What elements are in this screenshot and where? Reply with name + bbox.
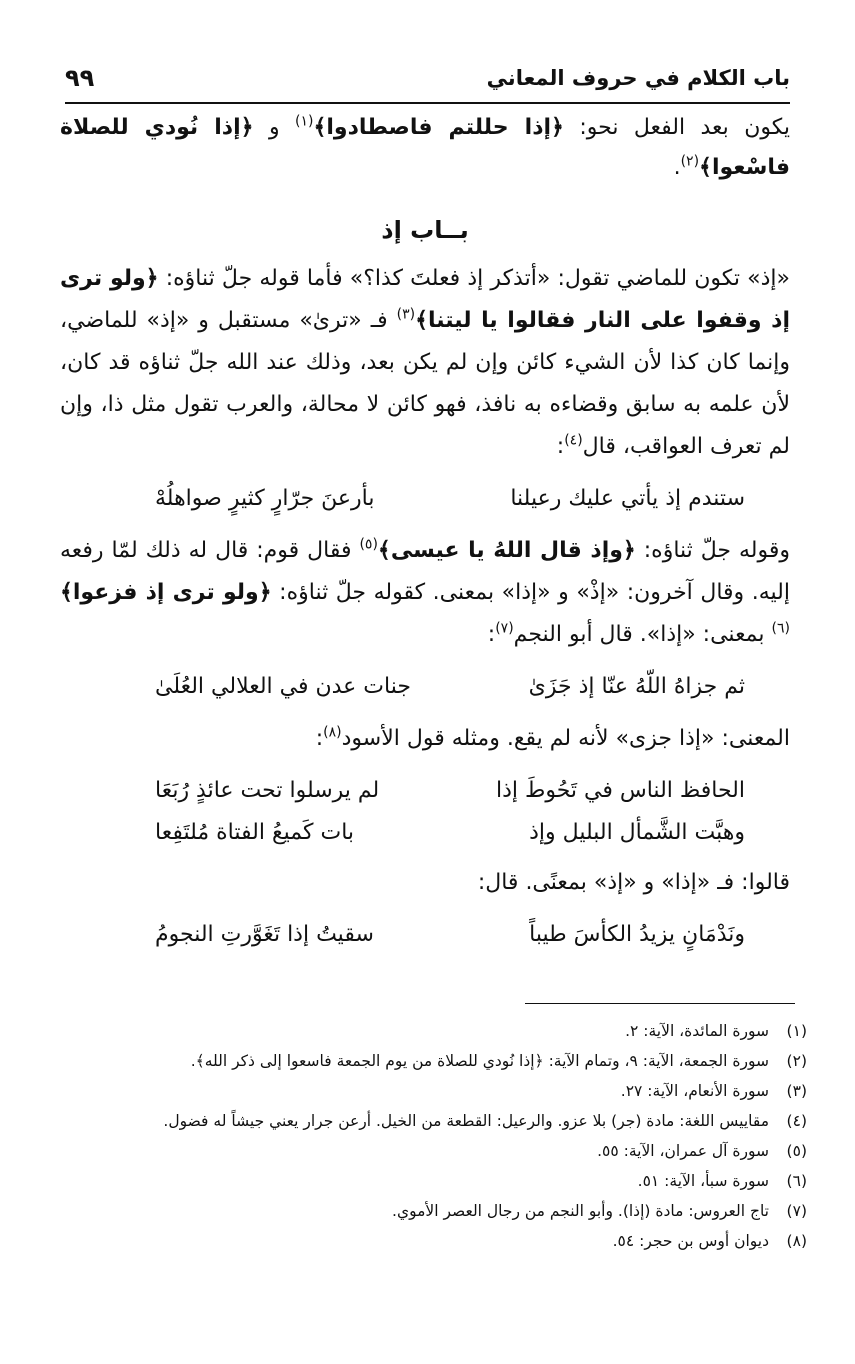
- quran-quote: ﴿إذا حللتم فاصطادوا﴾: [313, 115, 564, 140]
- footnotes: [40, 1016, 807, 1256]
- section-title: بــاب إذ: [381, 216, 469, 244]
- footnote-ref-5: (٥): [359, 536, 378, 553]
- intro-text-3: .: [673, 155, 681, 180]
- main-text: [60, 108, 790, 966]
- footnote-item: [40, 1136, 807, 1166]
- verse-hemistich-right: ستندم إذ يأتي عليك رعيلنا: [510, 486, 745, 511]
- page-header: [65, 62, 790, 104]
- footnote-text: سورة الجمعة، الآية: ٩، وتمام الآية: ﴿إذا نُودي للصلاة من يوم الجمعة فاسعوا إلى ذكر الله﴾.: [190, 1052, 769, 1070]
- footnote-number: (٥): [786, 1142, 807, 1160]
- running-title: باب الكلام في حروف المعاني: [486, 66, 790, 90]
- footnote-ref-2: (٢): [680, 153, 700, 170]
- footnote-item: [40, 1196, 807, 1226]
- verse-line-4: [60, 812, 790, 854]
- paragraph-4: [60, 862, 790, 904]
- footnote-item: [40, 1226, 807, 1256]
- verse-hemistich-right: ثم جزاهُ اللّهُ عنّا إذ جَزَىٰ: [528, 674, 745, 699]
- footnote-text: ديوان أوس بن حجر: ٥٤.: [612, 1232, 769, 1250]
- quran-quote: ﴿وإذ قال اللهُ يا عيسى﴾: [377, 538, 636, 563]
- paragraph-2: [60, 530, 790, 656]
- quran-quote: ﴿ولو ترى إذ وقفوا على النار فقالوا يا ليتنا﴾: [60, 266, 791, 333]
- footnote-item: [40, 1076, 807, 1106]
- page-number: ٩٩: [65, 64, 95, 92]
- verse-hemistich-right: ونَدْمَانٍ يزيدُ الكأسَ طيباً: [529, 922, 745, 947]
- footnote-number: (٦): [786, 1172, 807, 1190]
- verse-line-5: [60, 914, 790, 956]
- verse-line-2: [60, 666, 790, 708]
- footnote-text: مقاييس اللغة: مادة (جر) بلا عزو. والرعيل: القطعة من الخيل. أرعن جرار يعني جيشاً له فضول.: [163, 1112, 769, 1130]
- footnote-item: [40, 1046, 807, 1076]
- verse-line-1: [60, 478, 790, 520]
- footnote-item: [40, 1016, 807, 1046]
- verse-hemistich-right: وهبَّت الشَّمأل البليل وإذ: [529, 820, 745, 845]
- quran-quote: ﴿إذا نُودي للصلاة فاسْعوا﴾: [60, 115, 790, 180]
- footnote-number: (٣): [786, 1082, 807, 1100]
- footnote-ref-7: (٧): [495, 620, 514, 637]
- p2-text-2: فقال قوم: قال له ذلك لمّا رفعه إليه. وقال آخرون: «إذْ» و «إذا» بمعنى. كقوله جلّ ثناؤه:: [60, 538, 790, 605]
- footnote-text: سورة آل عمران، الآية: ٥٥.: [597, 1142, 769, 1160]
- verse-hemistich-left: جنات عدن في العلالي العُلَىٰ: [155, 674, 411, 699]
- footnote-text: سورة الأنعام، الآية: ٢٧.: [620, 1082, 769, 1100]
- footnote-item: [40, 1106, 807, 1136]
- intro-paragraph: [60, 108, 790, 188]
- verse-line-3: [60, 770, 790, 812]
- p1-text-1: «إذ» تكون للماضي تقول: «أتذكر إذ فعلتَ كذا؟» فأما قوله جلّ ثناؤه:: [158, 266, 791, 291]
- p4-text-1: قالوا: فـ «إذا» و «إذ» بمعنًى. قال:: [477, 870, 790, 895]
- footnote-number: (١): [786, 1022, 807, 1040]
- p2-text-4: :: [487, 622, 496, 647]
- quran-quote: ﴿ولو ترى إذ فزعوا﴾: [60, 580, 272, 605]
- footnote-ref-8: (٨): [323, 724, 342, 741]
- footnote-divider: [525, 1003, 795, 1004]
- p3-text-1: المعنى: «إذا جزى» لأنه لم يقع. ومثله قول الأسود: [341, 726, 790, 751]
- footnote-ref-6: (٦): [771, 620, 790, 637]
- verse-hemistich-left: لم يرسلوا تحت عائذٍ رُبَعَا: [155, 778, 380, 803]
- footnote-item: [40, 1166, 807, 1196]
- footnote-number: (٨): [786, 1232, 807, 1250]
- footnote-number: (٧): [786, 1202, 807, 1220]
- p1-text-2: فـ «ترىٰ» مستقبل و «إذ» للماضي، وإنما كان كذا لأن الشيء كائن وإن لم يكن بعد، وذلك عند الله جلّ ثناؤه قد كان، لأن علمه به سابق وقضاءه به نافذ، فهو كائن لا محالة، والعرب تقول مثل ذا، وإن لم تعرف العواقب، قال: [60, 308, 790, 459]
- p2-text-3: بمعنى: «إذا». قال أبو النجم: [513, 622, 772, 647]
- verse-hemistich-left: بأرعنَ جرّارٍ كثيرٍ صواهلُهْ: [155, 486, 375, 511]
- p1-text-3: :: [556, 434, 565, 459]
- p2-text-1: وقوله جلّ ثناؤه:: [635, 538, 790, 563]
- intro-text-1: يكون بعد الفعل نحو:: [563, 115, 790, 140]
- paragraph-3: [60, 718, 790, 760]
- footnote-number: (٤): [786, 1112, 807, 1130]
- footnote-ref-1: (١): [295, 113, 314, 130]
- p3-text-2: :: [315, 726, 324, 751]
- verse-hemistich-left: بات كَميعُ الفتاة مُلتَفِعا: [155, 820, 355, 845]
- footnote-ref-4: (٤): [564, 432, 583, 449]
- intro-text-2: و: [253, 115, 295, 140]
- footnote-text: سورة المائدة، الآية: ٢.: [625, 1022, 769, 1040]
- footnote-number: (٢): [786, 1052, 807, 1070]
- footnote-text: تاج العروس: مادة (إذا). وأبو النجم من رجال العصر الأموي.: [392, 1202, 769, 1220]
- footnote-text: سورة سبأ، الآية: ٥١.: [637, 1172, 769, 1190]
- verse-hemistich-left: سقيتُ إذا تَغَوَّرتِ النجومُ: [155, 922, 374, 947]
- footnote-ref-3: (٣): [396, 306, 416, 323]
- paragraph-1: [60, 258, 790, 468]
- verse-hemistich-right: الحافظ الناس في تَحُوطَ إذا: [495, 778, 745, 803]
